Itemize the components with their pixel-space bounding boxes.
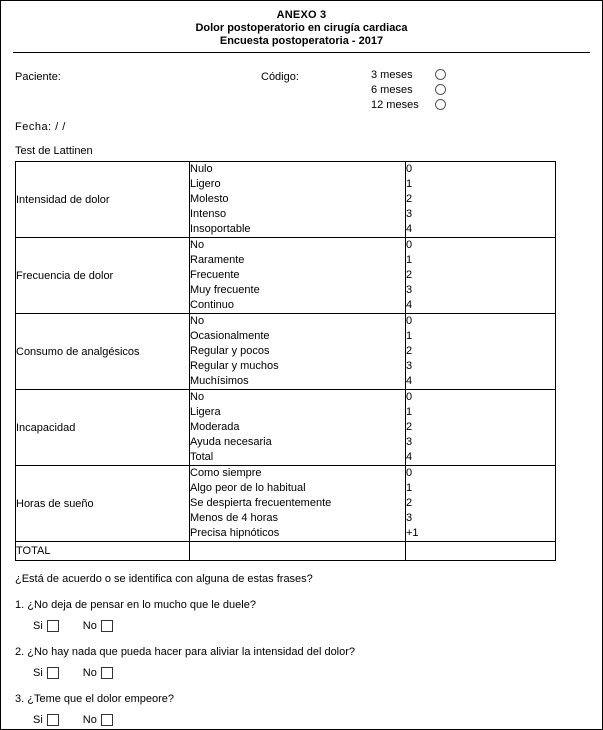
answer-no-3[interactable] bbox=[83, 714, 113, 726]
item-option: Precisa hipnóticos bbox=[190, 527, 280, 539]
item-option: Menos de 4 horas bbox=[190, 512, 279, 524]
page-content bbox=[1, 1, 602, 726]
patient-info-section bbox=[13, 65, 590, 119]
question-1-number: 1. bbox=[15, 599, 25, 611]
row-scores[interactable] bbox=[406, 466, 556, 542]
item-option: Regular y pocos bbox=[190, 345, 270, 357]
row-scores[interactable] bbox=[406, 162, 556, 238]
question-2-text: ¿No hay nada que pueda hacer para aliviar la intensidad del dolor? bbox=[27, 646, 356, 658]
score-value: 3 bbox=[406, 436, 413, 448]
option-12-meses[interactable] bbox=[371, 97, 446, 112]
score-value: 1 bbox=[406, 482, 413, 494]
item-option: Ocasionalmente bbox=[190, 330, 270, 342]
question-3-number: 3. bbox=[15, 693, 25, 705]
answer-yes-3[interactable] bbox=[33, 714, 59, 726]
question-2 bbox=[15, 646, 590, 658]
questions-intro: ¿Está de acuerdo o se identifica con alguna de estas frases? bbox=[15, 573, 313, 585]
item-option: Ligera bbox=[190, 406, 221, 418]
checkbox-icon[interactable] bbox=[101, 620, 113, 632]
score-value: 2 bbox=[406, 193, 413, 205]
table-row bbox=[16, 162, 556, 238]
answer-no-label: No bbox=[82, 620, 97, 632]
score-value: 2 bbox=[406, 345, 413, 357]
question-3-answers bbox=[33, 714, 590, 726]
item-option: Nulo bbox=[190, 163, 213, 175]
checkbox-icon[interactable] bbox=[47, 714, 59, 726]
score-value: 3 bbox=[406, 512, 413, 524]
row-items bbox=[190, 390, 406, 466]
row-items bbox=[190, 162, 406, 238]
answer-yes-label: Si bbox=[33, 667, 43, 679]
score-value: 4 bbox=[406, 299, 413, 311]
item-option: Frecuente bbox=[190, 269, 240, 281]
paciente-label: Paciente: bbox=[15, 71, 61, 83]
score-value: 2 bbox=[406, 497, 413, 509]
row-category: Frecuencia de dolor bbox=[16, 238, 190, 314]
header-line-1: ANEXO 3 bbox=[276, 9, 327, 21]
score-value: 2 bbox=[406, 269, 413, 281]
question-1 bbox=[15, 599, 590, 611]
total-items-cell bbox=[190, 542, 406, 561]
row-items bbox=[190, 314, 406, 390]
option-3-meses-label: 3 meses bbox=[371, 68, 413, 81]
score-value: 3 bbox=[406, 284, 413, 296]
score-value: 4 bbox=[406, 375, 413, 387]
radio-button-icon[interactable] bbox=[435, 69, 446, 80]
score-value: 1 bbox=[406, 254, 413, 266]
row-items bbox=[190, 466, 406, 542]
answer-yes-2[interactable] bbox=[33, 667, 59, 679]
radio-button-icon[interactable] bbox=[435, 99, 446, 110]
item-option: Raramente bbox=[190, 254, 245, 266]
answer-no-2[interactable] bbox=[83, 667, 113, 679]
answer-yes-label: Si bbox=[33, 714, 43, 726]
answer-no-label: No bbox=[82, 714, 97, 726]
option-6-meses[interactable] bbox=[371, 82, 446, 97]
score-value: 0 bbox=[406, 239, 413, 251]
question-3-text: ¿Teme que el dolor empeore? bbox=[27, 693, 174, 705]
row-scores[interactable] bbox=[406, 238, 556, 314]
questions-section bbox=[15, 573, 590, 726]
table-row bbox=[16, 314, 556, 390]
table-row bbox=[16, 238, 556, 314]
option-6-meses-label: 6 meses bbox=[371, 83, 413, 96]
table-row bbox=[16, 466, 556, 542]
row-scores[interactable] bbox=[406, 314, 556, 390]
option-3-meses[interactable] bbox=[371, 67, 446, 82]
score-value: 1 bbox=[406, 178, 413, 190]
item-option: Se despierta frecuentemente bbox=[190, 497, 332, 509]
total-score-cell[interactable] bbox=[406, 542, 556, 561]
item-option: Continuo bbox=[190, 299, 235, 311]
lattinen-test-table bbox=[15, 161, 556, 561]
question-1-answers bbox=[33, 620, 590, 632]
table-total-row bbox=[16, 542, 556, 561]
item-option: No bbox=[190, 391, 205, 403]
fecha-label: Fecha: / / bbox=[15, 121, 66, 133]
score-value: 1 bbox=[406, 406, 413, 418]
question-3 bbox=[15, 693, 590, 705]
score-value: 1 bbox=[406, 330, 413, 342]
answer-no-1[interactable] bbox=[83, 620, 113, 632]
checkbox-icon[interactable] bbox=[47, 667, 59, 679]
score-value: 3 bbox=[406, 360, 413, 372]
question-2-number: 2. bbox=[15, 646, 25, 658]
item-option: Ligero bbox=[190, 178, 221, 190]
test-title: Test de Lattinen bbox=[15, 145, 93, 157]
item-option: Insoportable bbox=[190, 223, 251, 235]
row-category: Incapacidad bbox=[16, 390, 190, 466]
table-row bbox=[16, 390, 556, 466]
codigo-label: Código: bbox=[261, 71, 299, 83]
item-option: Muy frecuente bbox=[190, 284, 260, 296]
followup-options bbox=[371, 67, 446, 112]
item-option: Total bbox=[190, 451, 214, 463]
answer-no-label: No bbox=[82, 667, 97, 679]
checkbox-icon[interactable] bbox=[47, 620, 59, 632]
score-value: 2 bbox=[406, 421, 413, 433]
header-line-2: Dolor postoperatorio en cirugía cardiaca bbox=[195, 22, 408, 34]
score-value: 4 bbox=[406, 451, 413, 463]
row-scores[interactable] bbox=[406, 390, 556, 466]
item-option: Regular y muchos bbox=[190, 360, 279, 372]
item-option: No bbox=[190, 239, 205, 251]
item-option: Intenso bbox=[190, 208, 227, 220]
score-value: 0 bbox=[406, 163, 413, 175]
header-line-3: Encuesta postoperatoria - 2017 bbox=[219, 35, 384, 47]
score-value: 0 bbox=[406, 391, 413, 403]
total-label: TOTAL bbox=[16, 542, 190, 561]
row-category: Consumo de analgésicos bbox=[16, 314, 190, 390]
item-option: Como siempre bbox=[190, 467, 262, 479]
score-value: 0 bbox=[406, 467, 413, 479]
option-12-meses-label: 12 meses bbox=[371, 98, 419, 111]
item-option: Moderada bbox=[190, 421, 240, 433]
header-divider bbox=[13, 52, 590, 53]
checkbox-icon[interactable] bbox=[101, 714, 113, 726]
question-2-answers bbox=[33, 667, 590, 679]
item-option: No bbox=[190, 315, 205, 327]
row-items bbox=[190, 238, 406, 314]
score-value: 4 bbox=[406, 223, 413, 235]
document-header bbox=[13, 9, 590, 48]
score-value: 0 bbox=[406, 315, 413, 327]
item-option: Muchísimos bbox=[190, 375, 249, 387]
item-option: Algo peor de lo habitual bbox=[190, 482, 306, 494]
score-value: 3 bbox=[406, 208, 413, 220]
answer-yes-label: Si bbox=[33, 620, 43, 632]
item-option: Ayuda necesaria bbox=[190, 436, 272, 448]
radio-button-icon[interactable] bbox=[435, 84, 446, 95]
answer-yes-1[interactable] bbox=[33, 620, 59, 632]
checkbox-icon[interactable] bbox=[101, 667, 113, 679]
row-category: Horas de sueño bbox=[16, 466, 190, 542]
item-option: Molesto bbox=[190, 193, 229, 205]
question-1-text: ¿No deja de pensar en lo mucho que le duele? bbox=[27, 599, 256, 611]
row-category: Intensidad de dolor bbox=[16, 162, 190, 238]
score-value: +1 bbox=[406, 527, 419, 539]
